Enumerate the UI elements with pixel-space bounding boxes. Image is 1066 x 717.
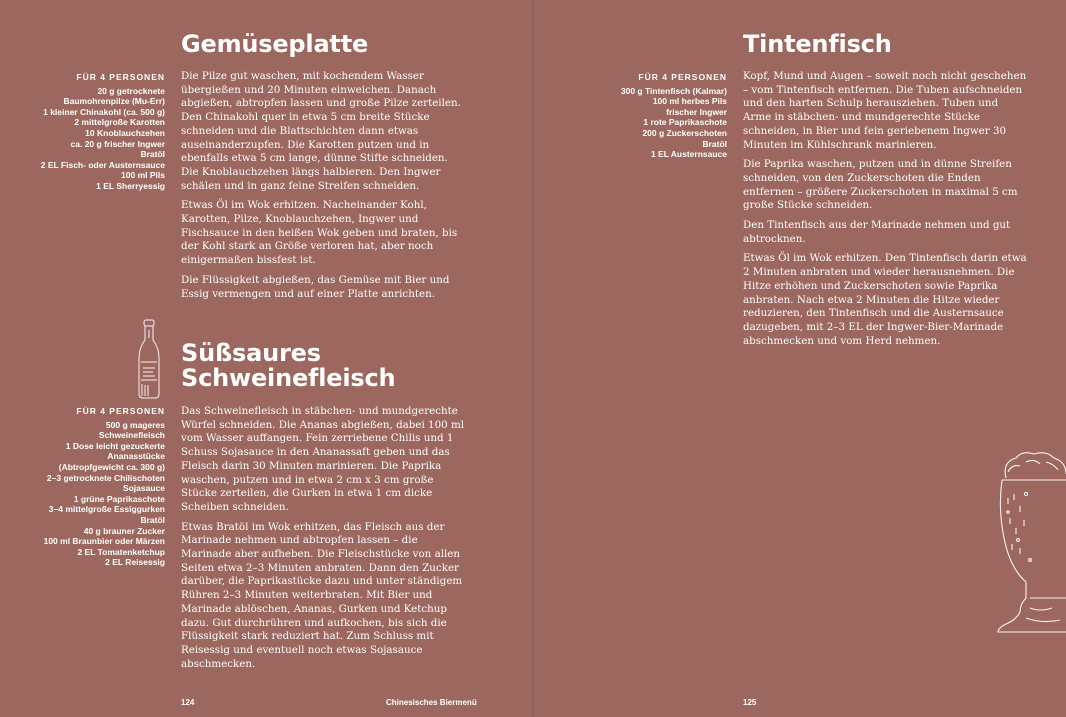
paragraph: Etwas Bratöl im Wok erhitzen, das Fleisch aus der Marinade nehmen und abtropfen lassen – die Marinade aber aufheben. Die Fleischstücke von allen Seiten etwa 2–3 Minuten anbraten. Dann den Zucker darüber, die Paprikastücke dazu und unter ständigem Rühren 2–3 Minuten weiterbraten. Mit Bier und Marinade ablöschen, Ananas, Gurken und Ketchup dazu. Gut durchrühren und aufkochen, bis sich die Flüssigkeit stark reduziert hat. Zum Schluss mit Reisessig und eventuell noch etwas Sojasauce abschmecken. [181,520,463,670]
page-number: 125 [743,698,757,707]
ingredient-item: 100 ml Braunbier oder Märzen [43,536,165,547]
paragraph: Kopf, Mund und Augen – soweit noch nicht geschehen – vom Tintenfisch entfernen. Die Tuben aufschneiden und den harten Schulp herausziehen. Tuben und Arme in stäbchen- und mundgerechte Stücke schneiden, in Bier und fein geriebenem Ingwer 30 Minuten im Kühlschrank marinieren. [743,70,1027,151]
ingredient-item: 2 mittelgroße Karotten [74,117,165,128]
ingredient-list-schweinefleisch [44,406,165,568]
ingredient-item: 1 grüne Paprikaschote [73,493,165,504]
recipe-text-schweinefleisch [181,405,466,677]
ingredient-item: 2 EL Fisch- oder Austernsauce [40,159,165,170]
ingredient-item: 20 g getrocknete [97,85,165,96]
ingredient-item: Bratöl [140,514,165,525]
paragraph: Die Pilze gut waschen, mit kochendem Wasser übergießen und 20 Minuten einweichen. Danach abgießen, abtropfen lassen und große Pilze zerteilen. Den Chinakohl quer in etwa 5 cm breite Stücke schneiden und die Blattschichten dann etwas auseinanderzupfen. Die Karotten putzen und in ebenfalls etwa 5 cm lange, dünne Stifte schneiden. Die Knoblauchzehen längs halbieren. Den Ingwer schälen und in ganz feine Streifen schneiden. [181,70,461,192]
ingredient-item: 300 g Tintenfisch (Kalmar) [620,85,727,96]
recipe-text-tintenfisch [743,70,1029,354]
ingredient-lines [621,86,727,160]
ingredient-lines [44,420,165,568]
ingredient-item: (Abtropfgewicht ca. 300 g) [58,461,165,472]
ingredient-item: Bratöl [140,149,165,160]
servings-label: FÜR 4 PERSONEN [76,406,165,416]
ingredient-lines [41,86,165,192]
ingredient-item: 1 EL Austernsauce [650,149,727,160]
running-title: Chinesisches Biermenü [386,698,477,707]
paragraph: Etwas Öl im Wok erhitzen. Nacheinander Kohl, Karotten, Pilze, Knoblauchzehen, Ingwer und Fischsauce in den heißen Wok geben und braten, bis der Kohl stark an Größe verloren hat, aber noch einigermaßen bissfest ist. [181,199,458,267]
ingredient-list-gemueseplatte [41,72,165,192]
servings-label: FÜR 4 PERSONEN [638,72,727,82]
right-page [533,0,1066,717]
recipe-text-gemueseplatte [181,70,466,307]
paragraph: Etwas Öl im Wok erhitzen. Den Tintenfisch darin etwa 2 Minuten anbraten und wieder herausnehmen. Die Hitze erhöhen und Zuckerschoten sowie Paprika anbraten. Nach etwa 2 Minuten die Hitze wieder reduzieren, den Tintenfisch und die Austernsauce dazugeben, mit 2–3 EL der Ingwer-Bier-Marinade abschmecken und vom Herd nehmen. [743,252,1027,347]
ingredient-item: 40 g brauner Zucker [83,525,165,536]
ingredient-item: Sojasauce [122,483,165,494]
ingredient-item: 2 EL Tomatenketchup [77,546,165,557]
ingredient-item: 100 ml herbes Pils [652,96,727,107]
paragraph: Die Paprika waschen, putzen und in dünne Streifen schneiden, von den Zuckerschoten die Enden entfernen – größere Zuckerschoten in maximal 5 cm große Stücke schneiden. [743,158,1018,212]
ingredient-item: ca. 20 g frischer Ingwer [70,138,165,149]
ingredient-item: 1 kleiner Chinakohl (ca. 500 g) [43,106,165,117]
paragraph: Den Tintenfisch aus der Marinade nehmen und gut abtrocknen. [743,219,1011,245]
ingredient-item: 2 EL Reisessig [105,557,165,568]
ingredient-item: 1 rote Paprikaschote [643,117,727,128]
servings-label: FÜR 4 PERSONEN [76,72,165,82]
ingredient-item: Baumohrenpilze (Mu-Err) [63,96,165,107]
ingredient-item: 100 ml Pils [121,170,165,181]
ingredient-item: 500 g mageres [105,419,165,430]
ingredient-item: 3–4 mittelgroße Essiggurken [48,504,165,515]
ingredient-item: 2–3 getrocknete Chilischoten [46,472,165,483]
paragraph: Die Flüssigkeit abgießen, das Gemüse mit Bier und Essig vermengen und auf einer Platte anrichten. [181,273,450,300]
title-line: Schweinefleisch [181,364,396,392]
recipe-title-suesssaures-schweinefleisch [181,341,395,391]
recipe-title-gemueseplatte: Gemüseplatte [181,30,369,58]
ingredient-item: Schweinefleisch [98,430,165,441]
beer-glass-illustration-icon [996,448,1066,643]
paragraph: Das Schweinefleisch in stäbchen- und mundgerechte Würfel schneiden. Die Ananas abgießen, dabei 100 ml vom Wasser auffangen. Fein zerriebene Chilis und 1 Schuss Sojasauce in den Ananassaft geben und das Fleisch darin 30 Minuten marinieren. Die Paprika waschen, putzen und in etwa 2 cm x 3 cm große Stücke zerteilen, die Gurken in etwa 1 cm dicke Scheiben schneiden. [181,405,465,513]
ingredient-item: 1 EL Sherryessig [96,180,165,191]
ingredient-item: 200 g Zuckerschoten [642,127,727,138]
bottle-illustration-icon [135,318,163,400]
ingredient-item: Bratöl [702,138,727,149]
ingredient-item: frischer Ingwer [666,106,727,117]
page-number: 124 [181,698,195,707]
ingredient-item: Ananasstücke [107,451,165,462]
ingredient-list-tintenfisch [621,72,727,160]
ingredient-item: 10 Knoblauchzehen [85,127,165,138]
ingredient-item: 1 Dose leicht gezuckerte [65,440,165,451]
title-line: Süßsaures [181,339,321,367]
recipe-title-tintenfisch: Tintenfisch [743,30,892,58]
